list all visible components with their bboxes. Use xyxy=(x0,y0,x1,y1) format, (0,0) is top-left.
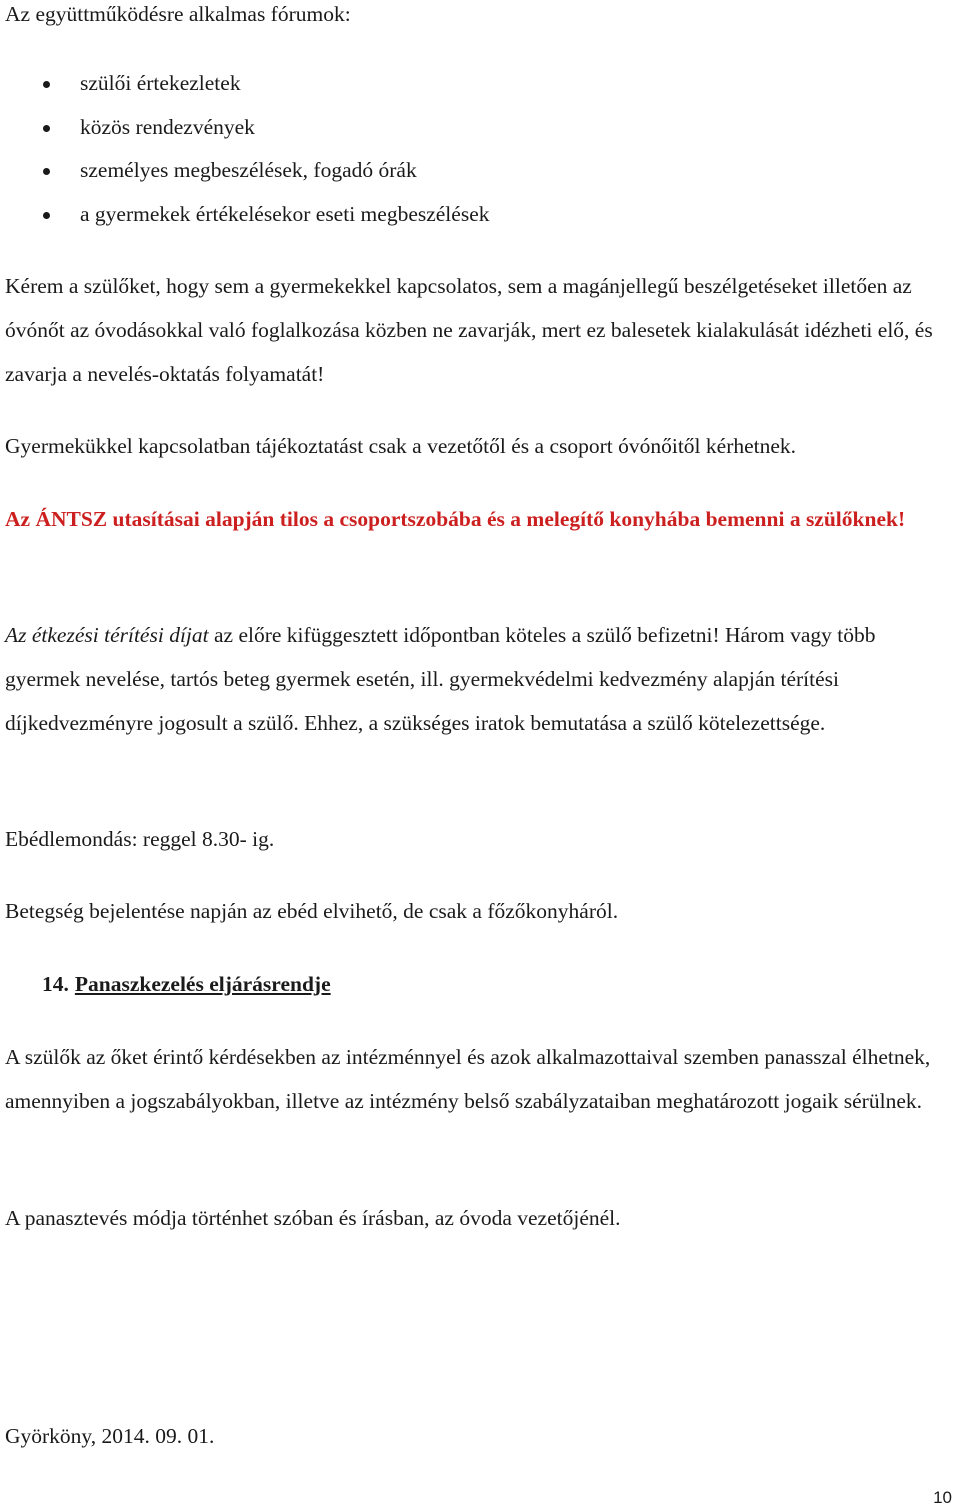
list-item xyxy=(0,62,950,106)
section-title: Panaszkezelés eljárásrendje xyxy=(74,972,331,996)
bullet-icon xyxy=(43,81,50,88)
sick-paragraph: Betegség bejelentése napján az ebéd elvihető, de csak a főzőkonyháról. xyxy=(5,899,619,923)
meal-cancel-paragraph: Ebédlemondás: reggel 8.30- ig. xyxy=(5,827,275,851)
list-item xyxy=(0,193,950,237)
section-heading xyxy=(42,962,331,1006)
request-paragraph: Kérem a szülőket, hogy sem a gyermekekkel kapcsolatos, sem a magánjellegű beszélgetéseket illetően az óvónőt az óvodásokkal való foglalkozása közben ne zavarják, mert ez balesetek kialakulását idézheti elő, és zavarja a nevelés-oktatás folyamatát! xyxy=(5,274,933,386)
list-item-text: a gyermekek értékelésekor eseti megbeszélések xyxy=(80,201,490,226)
forums-list xyxy=(0,62,950,236)
complaint-paragraph: A szülők az őket érintő kérdésekben az intézménnyel és azok alkalmazottaival szemben panasszal élhetnek, amennyiben a jogszabályokban, illetve az intézmény belső szabályzataiban meghatározott jogaik sérülnek. xyxy=(5,1045,931,1113)
bullet-icon xyxy=(43,168,50,175)
bullet-icon xyxy=(43,212,50,219)
bullet-icon xyxy=(43,125,50,132)
fee-paragraph xyxy=(5,613,955,745)
fee-text: az előre kifüggesztett időpontban köteles a szülő befizetni! Három vagy több gyermek nevelése, tartós beteg gyermek esetén, ill. gyermekvédelmi kedvezmény alapján térítési díjkedvezményre jogosult a szülő. Ehhez, a szükséges iratok bemutatása a szülő kötelezettsége. xyxy=(5,623,876,735)
information-paragraph: Gyermekükkel kapcsolatban tájékoztatást csak a vezetőtől és a csoport óvónőitől kérhetnek. xyxy=(5,434,797,458)
warning-paragraph: Az ÁNTSZ utasításai alapján tilos a csoportszobába és a melegítő konyhába bemenni a szülőknek! xyxy=(5,507,906,531)
complaint-method-paragraph: A panasztevés módja történhet szóban és írásban, az óvoda vezetőjénél. xyxy=(5,1206,621,1230)
signature-date: Györköny, 2014. 09. 01. xyxy=(5,1424,215,1448)
list-item xyxy=(0,106,950,150)
section-number: 14. xyxy=(42,972,69,996)
page-number: 10 xyxy=(933,1488,952,1507)
forums-intro: Az együttműködésre alkalmas fórumok: xyxy=(5,2,351,26)
list-item-text: közös rendezvények xyxy=(80,114,255,139)
list-item xyxy=(0,149,950,193)
fee-italic-lead: Az étkezési térítési díjat xyxy=(5,623,209,647)
list-item-text: személyes megbeszélések, fogadó órák xyxy=(80,158,417,182)
list-item-text: szülői értekezletek xyxy=(80,71,241,95)
